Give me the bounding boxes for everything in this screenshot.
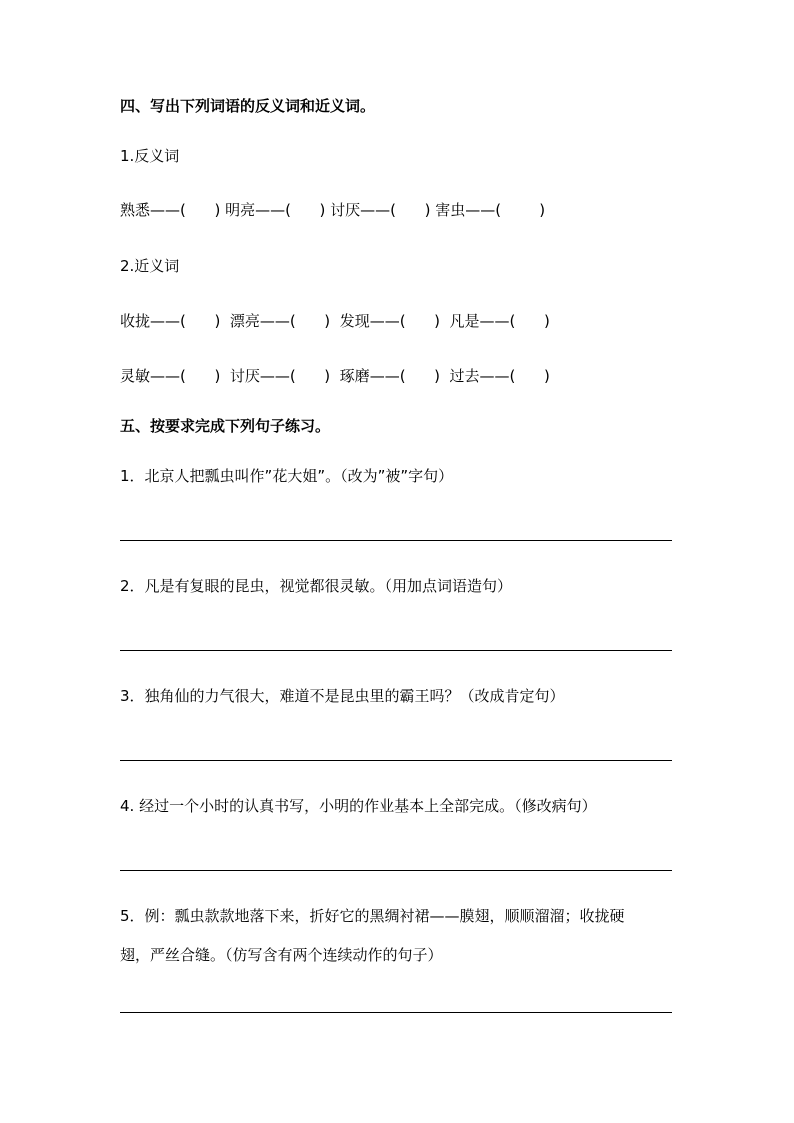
synonym-label: 2.近义词 — [120, 257, 180, 275]
synonym-row-1: 收拢——( ) 漂亮——( ) 发现——( ) 凡是——( ) — [120, 312, 550, 330]
sentence-item-2: 2．凡是有复眼的昆虫，视觉都很灵敏。（用加点词语造句） — [120, 577, 513, 595]
sentence-item-1: 1．北京人把瓢虫叫作”花大姐”。（改为”被”字句） — [120, 467, 454, 485]
answer-line-1[interactable] — [120, 540, 672, 541]
antonym-label: 1.反义词 — [120, 147, 180, 165]
answer-line-2[interactable] — [120, 650, 672, 651]
answer-line-5[interactable] — [120, 1012, 672, 1013]
sentence-item-5-line-1: 5．例：瓢虫款款地落下来，折好它的黑绸衬裙——膜翅，顺顺溜溜；收拢硬 — [120, 907, 625, 925]
synonym-row-2: 灵敏——( ) 讨厌——( ) 琢磨——( ) 过去——( ) — [120, 367, 550, 385]
section5-title: 五、按要求完成下列句子练习。 — [120, 417, 331, 435]
sentence-item-5-line-2: 翅，严丝合缝。（仿写含有两个连续动作的句子） — [120, 946, 443, 964]
antonym-row: 熟悉——( ) 明亮——( ) 讨厌——( ) 害虫——( ) — [120, 201, 546, 219]
answer-line-3[interactable] — [120, 760, 672, 761]
section4-title: 四、写出下列词语的反义词和近义词。 — [120, 97, 376, 115]
sentence-item-4: 4. 经过一个小时的认真书写，小明的作业基本上全部完成。（修改病句） — [120, 797, 597, 815]
sentence-item-3: 3．独角仙的力气很大，难道不是昆虫里的霸王吗？（改成肯定句） — [120, 687, 565, 705]
answer-line-4[interactable] — [120, 870, 672, 871]
